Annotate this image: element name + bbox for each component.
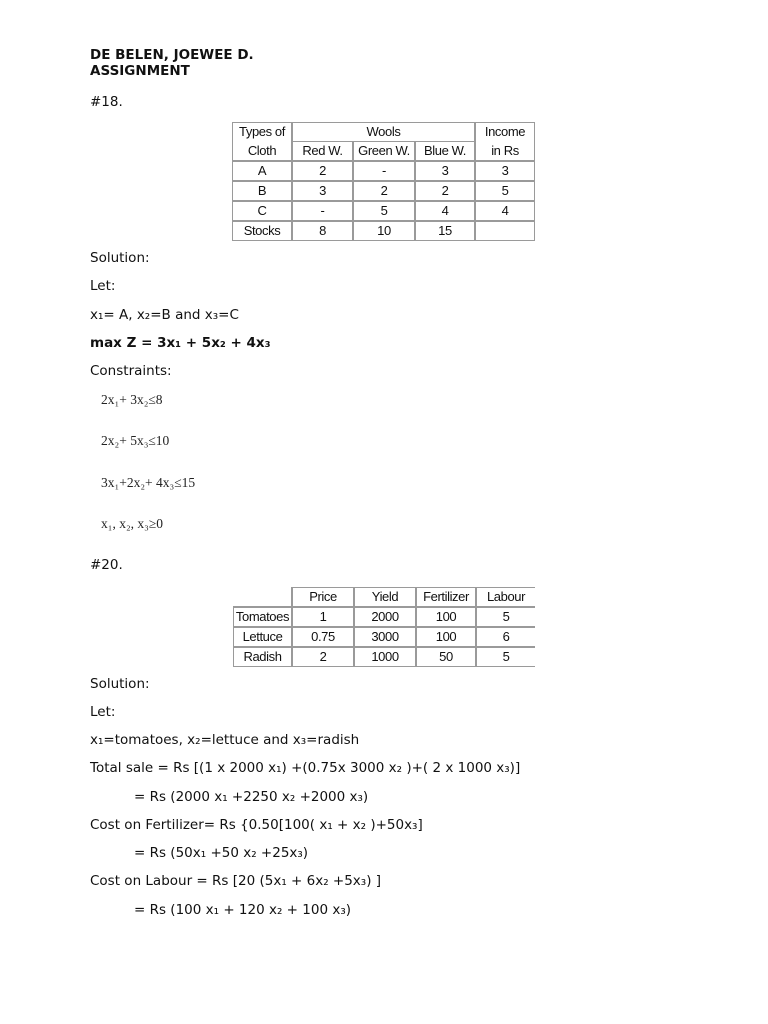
table-cell: B: [232, 181, 292, 201]
table-cell: 100: [416, 607, 476, 627]
constraint-2: 2x₂+ 5x₃≤10: [101, 433, 170, 448]
crop-table: [233, 587, 535, 667]
variable-definitions: x₁= A, x₂=B and x₃=C: [90, 307, 239, 323]
table-cell: 3000: [354, 627, 416, 647]
document-title: ASSIGNMENT: [90, 63, 190, 79]
header-cell: Fertilizer: [416, 587, 476, 607]
let-label: Let:: [90, 278, 116, 294]
header-cell: in Rs: [475, 141, 535, 161]
header-cell: [233, 587, 292, 607]
solution-label: Solution:: [90, 250, 150, 266]
table-row: [233, 647, 535, 667]
table-cell: Lettuce: [233, 627, 292, 647]
labour-cost-line: Cost on Labour = Rs [20 (5x₁ + 6x₂ +5x₃) ]: [90, 873, 382, 889]
table-cell: A: [232, 161, 292, 181]
fertilizer-cost-line: Cost on Fertilizer= Rs {0.50[100( x₁ + x₂ )+50x₃]: [90, 817, 423, 833]
table-row: [233, 627, 535, 647]
table-header-row: [233, 587, 535, 607]
header-cell: Income: [475, 122, 535, 141]
table-row: [233, 607, 535, 627]
table-header-row: [232, 141, 535, 161]
table-cell: 5: [475, 181, 535, 201]
table-row: [232, 181, 535, 201]
table-cell: -: [353, 161, 415, 181]
table-cell: 6: [476, 627, 535, 647]
table-cell: Radish: [233, 647, 292, 667]
table-row: [232, 201, 535, 221]
table-cell: 2000: [354, 607, 416, 627]
table-cell: -: [292, 201, 353, 221]
problem-20-label: #20.: [90, 557, 123, 573]
table-cell: 5: [353, 201, 415, 221]
header-cell: Blue W.: [415, 141, 475, 161]
header-cell: Price: [292, 587, 354, 607]
header-cell: Red W.: [292, 141, 353, 161]
total-sale-line: Total sale = Rs [(1 x 2000 x₁) +(0.75x 3000 x₂ )+( 2 x 1000 x₃)]: [90, 760, 521, 776]
constraints-label: Constraints:: [90, 363, 172, 379]
variable-definitions: x₁=tomatoes, x₂=lettuce and x₃=radish: [90, 732, 360, 748]
table-cell: 1: [292, 607, 354, 627]
table-row: [232, 221, 535, 241]
table-row: [232, 161, 535, 181]
header-cell: Yield: [354, 587, 416, 607]
wool-table: [232, 122, 535, 241]
table-cell: 0.75: [292, 627, 354, 647]
table-cell: Stocks: [232, 221, 292, 241]
total-sale-result: = Rs (2000 x₁ +2250 x₂ +2000 x₃): [134, 789, 369, 805]
table-cell: Tomatoes: [233, 607, 292, 627]
header-cell: Labour: [476, 587, 535, 607]
table-cell: 8: [292, 221, 353, 241]
table-cell: 50: [416, 647, 476, 667]
non-negativity-constraint: x₁, x₂, x₃≥0: [101, 516, 164, 531]
header-cell: Cloth: [232, 141, 292, 161]
table-cell: 2: [415, 181, 475, 201]
labour-cost-result: = Rs (100 x₁ + 120 x₂ + 100 x₃): [134, 902, 352, 918]
table-cell: 15: [415, 221, 475, 241]
constraint-3: 3x₁+2x₂+ 4x₃≤15: [101, 475, 196, 490]
table-cell: 2: [353, 181, 415, 201]
fertilizer-cost-result: = Rs (50x₁ +50 x₂ +25x₃): [134, 845, 309, 861]
table-cell: [475, 221, 535, 241]
constraint-1: 2x₁+ 3x₂≤8: [101, 392, 163, 407]
table-cell: 2: [292, 161, 353, 181]
table-cell: 1000: [354, 647, 416, 667]
table-cell: 10: [353, 221, 415, 241]
table-cell: 5: [476, 607, 535, 627]
header-cell: Types of: [232, 122, 292, 141]
objective-function: max Z = 3x₁ + 5x₂ + 4x₃: [90, 335, 271, 351]
table-cell: 3: [292, 181, 353, 201]
table-cell: C: [232, 201, 292, 221]
table-header-row: [232, 122, 535, 141]
header-cell: Wools: [292, 122, 475, 141]
solution-label: Solution:: [90, 676, 150, 692]
table-cell: 4: [475, 201, 535, 221]
header-cell: Green W.: [353, 141, 415, 161]
table-cell: 5: [476, 647, 535, 667]
author-name: DE BELEN, JOEWEE D.: [90, 47, 254, 63]
table-cell: 3: [415, 161, 475, 181]
table-cell: 100: [416, 627, 476, 647]
table-cell: 4: [415, 201, 475, 221]
let-label: Let:: [90, 704, 116, 720]
table-cell: 2: [292, 647, 354, 667]
table-cell: 3: [475, 161, 535, 181]
problem-18-label: #18.: [90, 94, 123, 110]
